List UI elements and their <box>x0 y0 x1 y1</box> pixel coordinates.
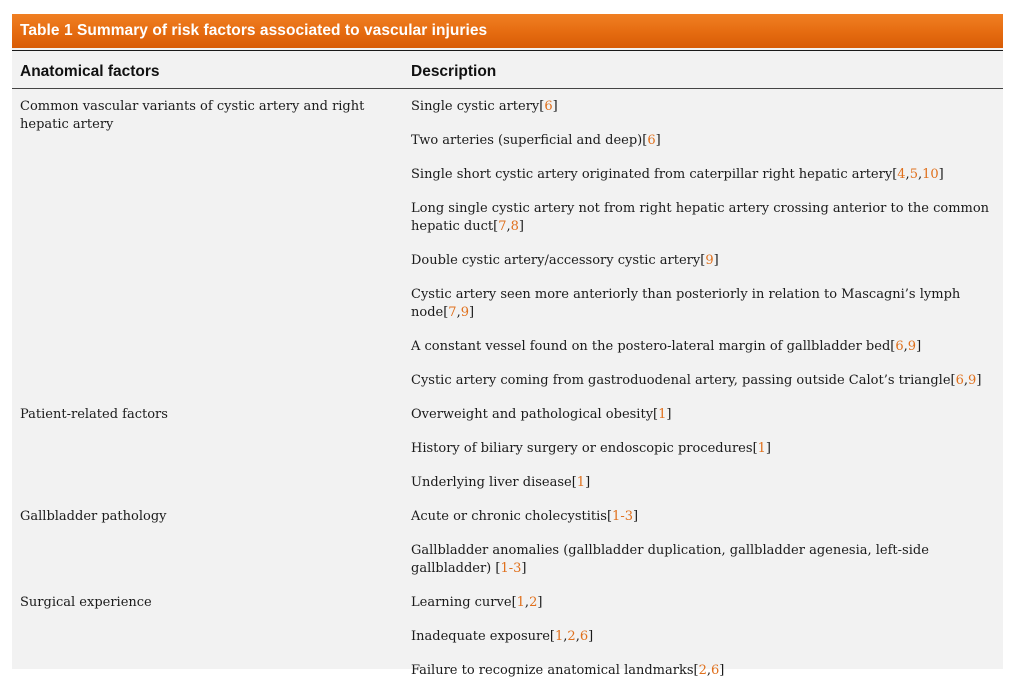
reference-link[interactable]: 6 <box>579 629 589 644</box>
description-cell <box>411 286 999 338</box>
description-cell <box>411 252 999 286</box>
reference-link[interactable]: 1 <box>757 441 766 456</box>
description-cell <box>411 200 999 252</box>
citation: [6] <box>642 133 661 148</box>
description-cell <box>411 372 999 406</box>
reference-link[interactable]: 1-3 <box>500 561 522 576</box>
reference-link[interactable]: 1 <box>516 595 525 610</box>
description-cell <box>411 594 999 628</box>
description-text: Single cystic artery <box>411 99 540 114</box>
anatomical-factor-cell: Common vascular variants of cystic artery and right hepatic artery <box>20 99 365 132</box>
reference-link[interactable]: 6 <box>955 373 964 388</box>
citation: [1] <box>653 407 672 422</box>
description-cell <box>411 406 999 440</box>
reference-link[interactable]: 1 <box>576 475 586 490</box>
reference-link[interactable]: 2 <box>567 629 576 644</box>
citation: [1,2] <box>511 595 543 610</box>
description-cell <box>411 628 999 662</box>
description-cell <box>411 542 999 594</box>
table-title-bar <box>12 14 1003 48</box>
reference-link[interactable]: 6 <box>647 133 656 148</box>
citation: [7,8] <box>493 219 524 234</box>
reference-link[interactable]: 9 <box>460 305 469 320</box>
description-cell <box>411 166 999 200</box>
citation: [1] <box>752 441 771 456</box>
anatomical-factor-cell: Patient-related factors <box>20 407 168 422</box>
description-text: Underlying liver disease <box>411 475 572 490</box>
reference-link[interactable]: 2 <box>698 663 707 678</box>
description-text: Single short cystic artery originated from caterpillar right hepatic artery <box>411 167 893 182</box>
table-group <box>12 406 1003 508</box>
description-text: Overweight and pathological obesity <box>411 407 654 422</box>
table-header-row <box>12 50 1003 89</box>
description-text: Inadequate exposure <box>411 629 550 644</box>
reference-link[interactable]: 9 <box>968 373 977 388</box>
risk-factors-table <box>12 14 1003 678</box>
description-text: Double cystic artery/accessory cystic artery <box>411 253 701 268</box>
citation: [6,9] <box>890 339 922 354</box>
reference-link[interactable]: 9 <box>705 253 714 268</box>
reference-link[interactable]: 1-3 <box>612 509 633 524</box>
description-text: Gallbladder anomalies (gallbladder duplication, gallbladder agenesia, left-side gallbladder) <box>411 543 929 576</box>
description-cell <box>411 474 999 508</box>
reference-link[interactable]: 6 <box>711 663 720 678</box>
column-header-description: Description <box>411 63 497 80</box>
description-text: Two arteries (superficial and deep) <box>411 133 643 148</box>
citation: [7,9] <box>443 305 475 320</box>
reference-link[interactable]: 7 <box>448 305 457 320</box>
table-title: Table 1 Summary of risk factors associated to vascular injuries <box>20 22 488 39</box>
description-text: History of biliary surgery or endoscopic procedures <box>411 441 753 456</box>
reference-link[interactable]: 8 <box>510 219 519 234</box>
description-cell <box>411 440 999 474</box>
description-cell <box>411 508 999 542</box>
citation: [1,2,6] <box>549 629 594 644</box>
description-text: A constant vessel found on the postero-lateral margin of gallbladder bed <box>411 339 891 354</box>
description-text: Long single cystic artery not from right hepatic artery crossing anterior to the common hepatic duct <box>411 201 990 234</box>
description-text: Acute or chronic cholecystitis <box>411 509 607 524</box>
citation: [6] <box>539 99 558 114</box>
reference-link[interactable]: 9 <box>907 339 917 354</box>
description-cell <box>411 132 999 166</box>
description-text: Cystic artery seen more anteriorly than posteriorly in relation to Mascagni’s lymph node <box>411 287 961 320</box>
reference-link[interactable]: 6 <box>895 339 904 354</box>
citation: [1-3] <box>606 509 639 524</box>
reference-link[interactable]: 4 <box>897 167 906 182</box>
reference-link[interactable]: 5 <box>909 167 918 182</box>
table-body <box>12 98 1003 696</box>
reference-link[interactable]: 7 <box>498 219 507 234</box>
reference-link[interactable]: 1 <box>554 629 564 644</box>
table-group <box>12 508 1003 594</box>
description-cell <box>411 662 999 696</box>
citation: [1] <box>571 475 591 490</box>
reference-link[interactable]: 10 <box>922 167 939 182</box>
description-text: Failure to recognize anatomical landmarks <box>411 663 694 678</box>
reference-link[interactable]: 6 <box>544 99 553 114</box>
citation: [9] <box>700 253 719 268</box>
description-text: Cystic artery coming from gastroduodenal artery, passing outside Calot’s triangle <box>411 373 951 388</box>
citation: [6,9] <box>950 373 982 388</box>
reference-link[interactable]: 1 <box>658 407 667 422</box>
description-cell <box>411 98 999 132</box>
citation: [2,6] <box>693 663 725 678</box>
description-cell <box>411 338 999 372</box>
citation: [4,5,10] <box>892 167 944 182</box>
citation: [1-3] <box>495 561 527 576</box>
anatomical-factor-cell: Surgical experience <box>20 595 152 610</box>
column-header-anatomical-factors: Anatomical factors <box>20 63 160 80</box>
reference-link[interactable]: 2 <box>529 595 538 610</box>
table-group <box>12 594 1003 696</box>
description-text: Learning curve <box>411 595 512 610</box>
anatomical-factor-cell: Gallbladder pathology <box>20 509 167 524</box>
table-group <box>12 98 1003 406</box>
